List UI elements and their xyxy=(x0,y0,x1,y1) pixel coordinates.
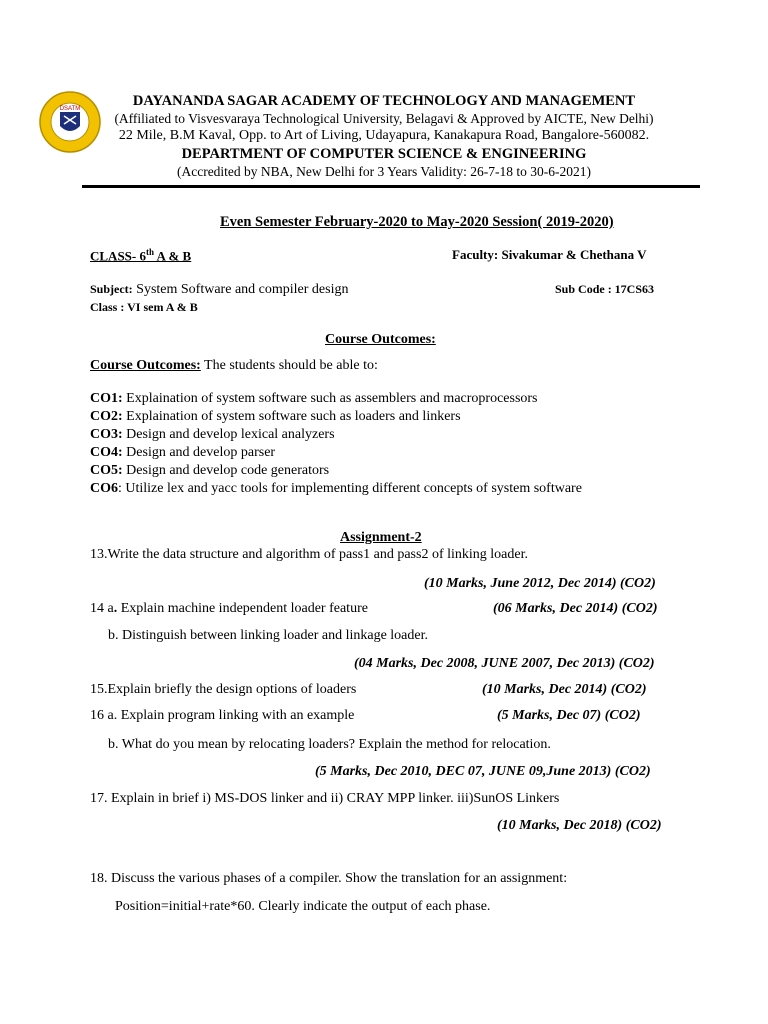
co1-item: CO1: Explaination of system software such as assemblers and macroprocessors xyxy=(90,391,538,406)
question-13-marks: (10 Marks, June 2012, Dec 2014) (CO2) xyxy=(424,576,656,591)
course-outcomes-heading: Course Outcomes: xyxy=(325,332,436,347)
class-line: Class : VI sem A & B xyxy=(90,300,198,314)
question-16a-marks: (5 Marks, Dec 07) (CO2) xyxy=(497,708,641,723)
co2-item: CO2: Explaination of system software such as loaders and linkers xyxy=(90,409,461,424)
question-14a-marks: (06 Marks, Dec 2014) (CO2) xyxy=(493,601,658,616)
question-14b-marks: (04 Marks, Dec 2008, JUNE 2007, Dec 2013) (CO2) xyxy=(354,656,655,671)
accreditation-line: (Accredited by NBA, New Delhi for 3 Years Validity: 26-7-18 to 30-6-2021) xyxy=(176,164,592,179)
question-13: 13.Write the data structure and algorithm of pass1 and pass2 of linking loader. xyxy=(90,547,528,562)
question-14a: 14 a. Explain machine independent loader feature xyxy=(90,601,368,616)
question-18-continued: Position=initial+rate*60. Clearly indicate the output of each phase. xyxy=(115,899,491,914)
department-name: DEPARTMENT OF COMPUTER SCIENCE & ENGINEERING xyxy=(181,146,587,162)
co3-item: CO3: Design and develop lexical analyzers xyxy=(90,427,335,442)
affiliation-line: (Affiliated to Visvesvaraya Technological University, Belagavi & Approved by AICTE, New Delhi) xyxy=(114,111,654,126)
institute-name: DAYANANDA SAGAR ACADEMY OF TECHNOLOGY AND MANAGEMENT xyxy=(132,93,636,109)
co5-item: CO5: Design and develop code generators xyxy=(90,463,330,478)
question-14b: b. Distinguish between linking loader and linkage loader. xyxy=(108,628,428,643)
faculty-label: Faculty: Sivakumar & Chethana V xyxy=(452,247,647,262)
logo-text: DSATM xyxy=(59,106,81,112)
question-15-marks: (10 Marks, Dec 2014) (CO2) xyxy=(482,682,647,697)
question-16a: 16 a. Explain program linking with an example xyxy=(90,708,355,723)
subject-line: Subject: System Software and compiler design xyxy=(90,282,349,297)
sub-code: Sub Code : 17CS63 xyxy=(555,282,655,296)
co4-item: CO4: Design and develop parser xyxy=(90,445,276,460)
class-label: CLASS- 6th A & B xyxy=(90,247,192,264)
question-17-marks: (10 Marks, Dec 2018) (CO2) xyxy=(497,818,662,833)
question-18: 18. Discuss the various phases of a compiler. Show the translation for an assignment: xyxy=(90,871,568,886)
question-16b: b. What do you mean by relocating loaders? Explain the method for relocation. xyxy=(108,737,551,752)
co6-item: CO6: Utilize lex and yacc tools for implementing different concepts of system software xyxy=(90,481,582,496)
question-17: 17. Explain in brief i) MS-DOS linker and ii) CRAY MPP linker. iii)SunOS Linkers xyxy=(90,791,560,806)
course-outcomes-intro: Course Outcomes: The students should be able to: xyxy=(90,358,378,373)
question-16b-marks: (5 Marks, Dec 2010, DEC 07, JUNE 09,June 2013) (CO2) xyxy=(315,764,651,779)
session-title: Even Semester February-2020 to May-2020 Session( 2019-2020) xyxy=(220,214,614,230)
address-line: 22 Mile, B.M Kaval, Opp. to Art of Living, Udayapura, Kanakapura Road, Bangalore-560082. xyxy=(118,128,650,143)
header-divider xyxy=(82,185,700,188)
assignment-heading: Assignment-2 xyxy=(340,530,422,545)
question-15: 15.Explain briefly the design options of loaders xyxy=(90,682,357,697)
